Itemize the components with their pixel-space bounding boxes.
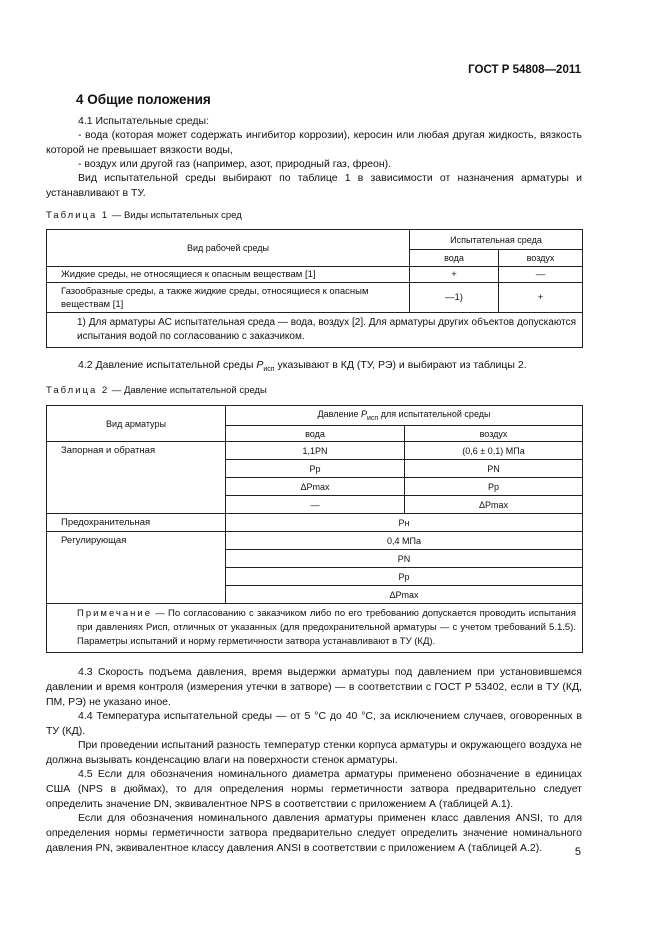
table1-caption: Таблица 1 — Виды испытательных сред [46,210,242,221]
table2-caption: Таблица 2 — Давление испытательной среды [46,385,267,396]
paragraph-4-1: 4.1 Испытательные среды: [78,115,210,127]
table-row-gas: Газообразные среды, а также жидкие среды, относящиеся к опасным веществам [1] [47,283,410,313]
table1-col-medium: Вид рабочей среды [47,230,410,267]
table2-col-pressure: Давление $P_{исп}$ для испытательной среды [226,406,583,426]
row-control: Регулирующая [47,532,226,604]
list-item-gas: - воздух или другой газ (например, азот, природный газ, фреон). [78,158,392,170]
list-item-water: - вода (которая может содержать ингибитор коррозии), керосин или любая другая жидкость, вязкость которой не превышает вязкости воды, [46,129,582,156]
section-title: 4 Общие положения [76,92,211,107]
paragraph-4-4-b: При проведении испытаний разность температур стенки корпуса арматуры и окружающего воздуха не должна вызывать конденсацию влаги на поверхности стенок арматуры. [46,739,582,766]
paragraph-4-5-b: Если для обозначения номинального давления арматуры применен класс давления ANSI, то для определения нормы герметичности затвора предварительно следует определить значение номинального давления PN, эквивалентное классу давления ANSI в соответствии с приложением А (таблицей А.2). [46,812,582,854]
row-safety: Предохранительная [47,514,226,532]
table2-col-type: Вид арматуры [47,406,226,442]
paragraph-4-3: 4.3 Скорость подъема давления, время выдержки арматуры под давлением при установившемся давлении и время контроля (измерения утечки в затворе) — в соответствии с ГОСТ Р 53402, если в ТУ (КД, ПМ, РЭ) не указано иное. [46,666,582,708]
table1: Вид рабочей среды Испытательная среда вода воздух Жидкие среды, не относящиеся к опасным веществам [1] + — Газообразные среды, а также жидкие среды, относящиеся к опасным веществам [1] —1) + 1) Для арматуры АС испытательная среда — вода, воздух [2]. Для арматуры других объектов допускаются испытания водой по согласованию с заказчиком. [46,229,583,348]
table1-col-test: Испытательная среда [410,230,583,250]
table1-col-air: воздух [499,250,583,267]
table-row-liquid: Жидкие среды, не относящиеся к опасным веществам [1] [47,267,410,283]
table2-note: Примечание — По согласованию с заказчиком либо по его требованию допускается проводить испытания при давлениях Pисп, отличных от указанных (для предохранительной арматуры — с учетом требований 5.1.5). Параметры испытаний и норму герметичности затвора устанавливают в ТУ (КД). [47,604,583,653]
paragraph-4-2: 4.2 Давление испытательной среды $P_{исп}$ указывают в КД (ТУ, РЭ) и выбирают из таблицы 2. [78,359,527,374]
paragraph-4-5: 4.5 Если для обозначения номинального диаметра арматуры применено обозначение в единицах США (NPS в дюймах), то для определения нормы герметичности затвора предварительно следует определить значение DN, эквивалентное NPS в соответствии с приложением А (таблицей А.1). [46,768,582,810]
paragraph-medium-choice: Вид испытательной среды выбирают по таблице 1 в зависимости от назначения арматуры и устанавливают в ТУ. [46,172,582,199]
document-code: ГОСТ Р 54808—2011 [468,64,581,76]
row-shutoff: Запорная и обратная [47,442,226,514]
table1-footnote: 1) Для арматуры АС испытательная среда — вода, воздух [2]. Для арматуры других объектов допускаются испытания водой по согласованию с заказчиком. [47,313,583,348]
page-number: 5 [574,846,581,858]
paragraph-4-4: 4.4 Температура испытательной среды — от 5 °С до 40 °С, за исключением случаев, оговоренных в ТУ (КД). [46,710,582,737]
table2: Вид арматуры Давление $P_{исп}$ для испытательной среды вода воздух Запорная и обратная 1,1PN (0,6 ± 0,1) МПа Pp PN ΔPmax Pp — ΔPmax Предохранительная Pн Регулирующая 0,4 МПа PN Pp ΔPmax Примечание — По согласованию с заказчиком либо по его требованию допускается проводить испытания при давлениях Pисп, отличных от указанных (для предохранительной арматуры — с учетом требований 5.1.5). Параметры испытаний и норму герметичности затвора устанавливают в ТУ (КД). [46,405,583,653]
table1-col-water: вода [410,250,499,267]
